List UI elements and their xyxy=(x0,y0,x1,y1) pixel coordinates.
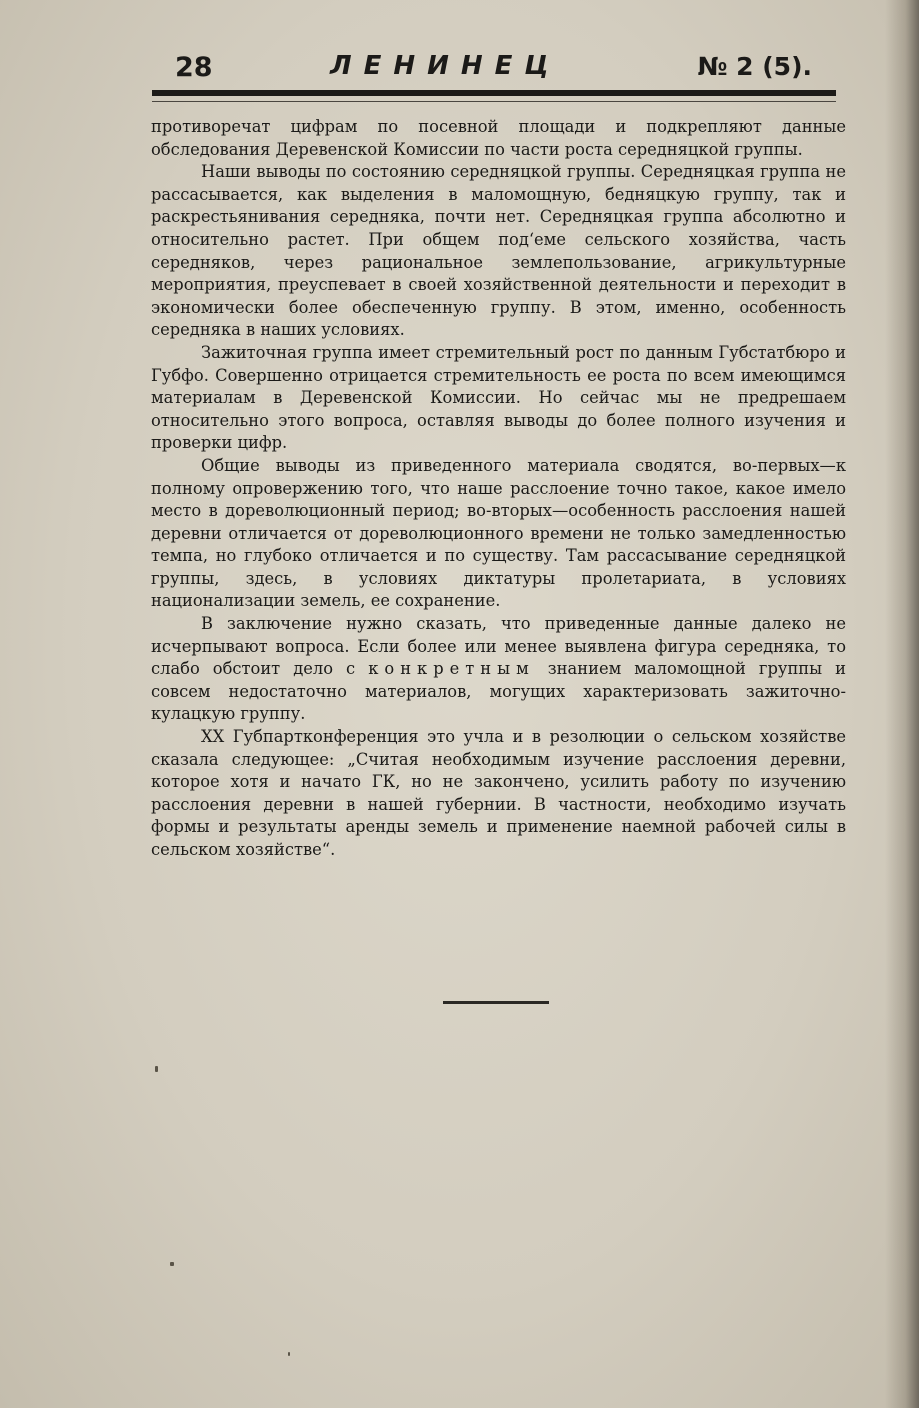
paragraph xyxy=(151,613,846,726)
paragraph: Наши выводы по состоянию середняцкой группы. Середняцкая группа не рассасывается, как выделения в маломощную, бедняцкую группу, так и раскрестьянивания середняка, почти нет. Середняцкая группа абсолютно и относительно растет. При общем под‘еме сельского хозяйства, часть середняков, через рациональное землепользование, агрикультурные мероприятия, преуспевает в своей хозяйственной деятельности и переходит в экономически более обеспеченную группу. В этом, именно, особенность середняка в наших условиях. xyxy=(151,162,846,340)
header-rule-thin xyxy=(152,101,836,102)
paragraph-text: знанием маломощной группы и совсем недостаточно материалов, могущих характеризовать зажиточно-кулацкую группу. xyxy=(151,659,846,724)
page-edge-shadow xyxy=(885,0,919,1408)
issue-number: № 2 (5). xyxy=(697,52,812,81)
paragraph: XX Губпартконференция это учла и в резолюции о сельском хозяйстве сказала следующее: „Считая необходимым изучение расслоения деревни, которое хотя и начато ГК, но не закончено, усилить работу по изучению расслоения деревни в нашей губернии. В частности, необходимо изучать формы и результаты аренды земель и применение наемной рабочей силы в сельском хозяйстве“. xyxy=(151,727,846,859)
article-body xyxy=(151,116,846,862)
paragraph: противоречат цифрам по посевной площади и подкрепляют данные обследования Деревенской Комиссии по части роста середняцкой группы. xyxy=(151,117,846,159)
page-number: 28 xyxy=(175,52,213,83)
paper-speck xyxy=(170,1262,174,1266)
running-header xyxy=(150,48,842,82)
spaced-emphasis: конкретным xyxy=(368,659,535,679)
paper-speck xyxy=(155,1066,158,1072)
paragraph-text: В заключение нужно сказать, что приведенные данные далеко не исчерпывают вопроса. Если более или менее выявлена фигура середняка, то слабо обстоит дело с xyxy=(151,614,846,679)
paragraph: Общие выводы из приведенного материала сводятся, во-первых—к полному опровержению того, что наше расслоение точно такое, какое имело место в дореволюционный период; во-вторых—особенность расслоения нашей деревни отличается от дореволюционного времени не только замедленностью темпа, но глубоко отличается и по существу. Там рассасывание середняцкой группы, здесь, в условиях диктатуры пролетариата, в условиях национализации земель, ее сохранение. xyxy=(151,455,846,611)
header-rule-thick xyxy=(152,90,836,96)
journal-title: ЛЕНИНЕЦ xyxy=(330,51,561,81)
end-of-article-rule xyxy=(443,1001,549,1004)
paragraph: Зажиточная группа имеет стремительный рост по данным Губстатбюро и Губфо. Совершенно отрицается стремительность ее роста по всем имеющимся материалам в Деревенской Комиссии. Но сейчас мы не предрешаем относительно этого вопроса, оставляя выводы до более полного изучения и проверки цифр. xyxy=(151,342,846,453)
paper-speck xyxy=(288,1352,290,1356)
